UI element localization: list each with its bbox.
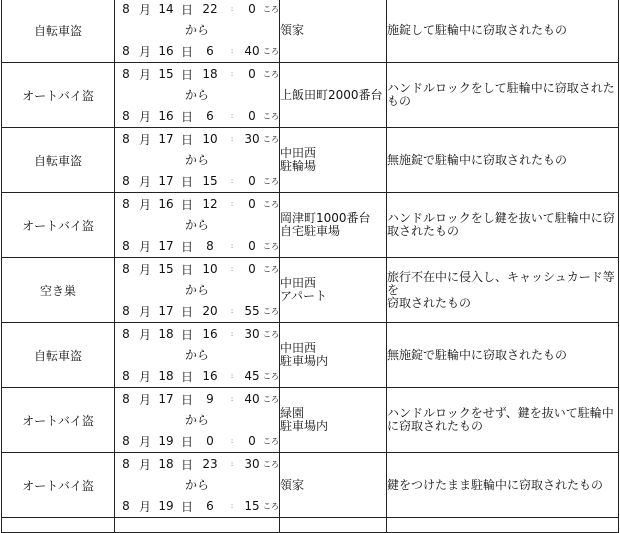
start-minute: 30 [244,132,260,146]
koro-label: ころ [263,46,279,56]
end-minute: 0 [248,434,256,448]
start-minute: 30 [244,457,260,471]
start-hour: 22 [202,2,218,16]
crime-type: オートバイ盗 [2,388,115,453]
end-day: 17 [158,304,174,318]
time-separator: : [230,242,234,250]
kara-label: から [184,217,209,232]
description: ハンドルロックをし鍵を抜いて駐輪中に窃取されたもの [387,193,619,258]
month-label: 月 [138,392,151,407]
koro-label: ころ [263,134,279,144]
day-label: 日 [180,239,193,254]
month-label: 月 [138,67,151,82]
month-label: 月 [138,2,151,17]
end-hour: 6 [206,499,214,513]
time-period [115,63,280,128]
table-row [2,323,619,388]
end-month: 8 [122,499,130,513]
day-label: 日 [180,174,193,189]
month-label: 月 [138,304,151,319]
table-row [2,388,619,453]
end-hour: 8 [206,239,214,253]
day-label: 日 [180,197,193,212]
crime-type: 空き巣 [2,258,115,323]
month-label: 月 [138,434,151,449]
start-month: 8 [122,392,130,406]
crime-type: 自転車盗 [2,0,115,63]
time-separator: : [230,112,234,120]
time-separator: : [230,437,234,445]
end-minute: 0 [248,239,256,253]
day-label: 日 [180,499,193,514]
end-time [115,41,279,62]
time-period [115,323,280,388]
start-time [115,259,279,280]
start-month: 8 [122,67,130,81]
end-hour: 6 [206,44,214,58]
end-day: 17 [158,239,174,253]
location: 領家 [280,0,387,63]
end-minute: 55 [244,304,260,318]
start-hour: 16 [202,327,218,341]
month-label: 月 [138,132,151,147]
time-separator: : [230,395,234,403]
koro-label: ころ [263,459,279,469]
end-day: 16 [158,44,174,58]
start-day: 15 [158,67,174,81]
kara-label: から [184,282,209,297]
table-row-partial [2,518,619,533]
day-label: 日 [180,327,193,342]
koro-label: ころ [263,306,279,316]
location: 領家 [280,453,387,518]
end-day: 18 [158,369,174,383]
time-separator: : [230,502,234,510]
kara-label: から [184,347,209,362]
crime-type: 自転車盗 [2,323,115,388]
crime-type: 自転車盗 [2,128,115,193]
koro-label: ころ [263,176,279,186]
start-minute: 30 [244,327,260,341]
koro-label: ころ [263,241,279,251]
crime-report-table [1,0,619,533]
end-day: 17 [158,174,174,188]
koro-label: ころ [263,69,279,79]
description: 鍵をつけたまま駐輪中に窃取されたもの [387,453,619,518]
month-label: 月 [138,109,151,124]
location: 中田西 駐車場内 [280,323,387,388]
end-minute: 40 [244,44,260,58]
start-time [115,194,279,215]
koro-label: ころ [263,371,279,381]
end-month: 8 [122,174,130,188]
end-month: 8 [122,239,130,253]
end-month: 8 [122,369,130,383]
start-time [115,129,279,150]
location: 岡津町1000番台 自宅駐車場 [280,193,387,258]
koro-label: ころ [263,4,279,14]
month-label: 月 [138,239,151,254]
time-separator: : [230,177,234,185]
month-label: 月 [138,174,151,189]
end-time [115,301,279,322]
kara-label: から [184,477,209,492]
start-minute: 0 [248,67,256,81]
end-month: 8 [122,434,130,448]
end-day: 16 [158,109,174,123]
description: 旅行不在中に侵入し、キャッシュカード等を 窃取されたもの [387,258,619,323]
time-separator: : [230,70,234,78]
kara-label: から [184,412,209,427]
description: ハンドルロックをして駐輪中に窃取されたもの [387,63,619,128]
end-day: 19 [158,434,174,448]
kara-label: から [184,22,209,37]
start-time [115,389,279,410]
start-day: 15 [158,262,174,276]
koro-label: ころ [263,501,279,511]
start-minute: 40 [244,392,260,406]
table-row [2,453,619,518]
start-hour: 12 [202,197,218,211]
table-row [2,0,619,63]
description: 無施錠で駐輪中に窃取されたもの [387,323,619,388]
end-hour: 6 [206,109,214,123]
koro-label: ころ [263,199,279,209]
crime-report-body [2,0,619,533]
end-month: 8 [122,109,130,123]
time-separator: : [230,135,234,143]
time-separator: : [230,265,234,273]
crime-type: オートバイ盗 [2,453,115,518]
time-separator: : [230,307,234,315]
start-hour: 23 [202,457,218,471]
month-label: 月 [138,262,151,277]
time-period [115,193,280,258]
description: ハンドルロックをせず、鍵を抜いて駐輪中に窃取されたもの [387,388,619,453]
location: 中田西 アパート [280,258,387,323]
end-minute: 45 [244,369,260,383]
month-label: 月 [138,197,151,212]
end-time [115,431,279,452]
koro-label: ころ [263,264,279,274]
koro-label: ころ [263,329,279,339]
end-month: 8 [122,304,130,318]
start-time [115,0,279,20]
start-day: 14 [158,2,174,16]
time-period [115,0,280,63]
end-time [115,171,279,192]
start-minute: 0 [248,262,256,276]
month-label: 月 [138,499,151,514]
end-time [115,496,279,517]
location: 緑園 駐車場内 [280,388,387,453]
month-label: 月 [138,457,151,472]
month-label: 月 [138,327,151,342]
end-hour: 0 [206,434,214,448]
day-label: 日 [180,392,193,407]
time-separator: : [230,460,234,468]
start-time [115,454,279,475]
day-label: 日 [180,262,193,277]
day-label: 日 [180,109,193,124]
start-minute: 0 [248,2,256,16]
time-separator: : [230,372,234,380]
end-minute: 0 [248,109,256,123]
table-row [2,128,619,193]
kara-label: から [184,87,209,102]
time-separator: : [230,47,234,55]
day-label: 日 [180,369,193,384]
day-label: 日 [180,67,193,82]
time-period [115,453,280,518]
time-separator: : [230,330,234,338]
end-time [115,106,279,127]
location: 上飯田町2000番台 [280,63,387,128]
start-month: 8 [122,327,130,341]
end-time [115,236,279,257]
start-minute: 0 [248,197,256,211]
start-time [115,324,279,345]
time-period [115,388,280,453]
start-hour: 9 [206,392,214,406]
end-month: 8 [122,44,130,58]
description: 無施錠で駐輪中に窃取されたもの [387,128,619,193]
start-day: 16 [158,197,174,211]
description: 施錠して駐輪中に窃取されたもの [387,0,619,63]
end-minute: 0 [248,174,256,188]
day-label: 日 [180,457,193,472]
time-separator: : [230,5,234,13]
start-month: 8 [122,132,130,146]
koro-label: ころ [263,111,279,121]
day-label: 日 [180,304,193,319]
start-hour: 10 [202,262,218,276]
time-separator: : [230,200,234,208]
end-day: 19 [158,499,174,513]
end-hour: 15 [202,174,218,188]
crime-type: オートバイ盗 [2,193,115,258]
month-label: 月 [138,44,151,59]
table-row [2,258,619,323]
day-label: 日 [180,132,193,147]
day-label: 日 [180,2,193,17]
table-row [2,193,619,258]
start-month: 8 [122,2,130,16]
start-month: 8 [122,197,130,211]
koro-label: ころ [263,394,279,404]
start-time [115,64,279,85]
location: 中田西 駐輪場 [280,128,387,193]
time-period [115,258,280,323]
kara-label: から [184,152,209,167]
end-hour: 16 [202,369,218,383]
start-day: 18 [158,327,174,341]
koro-label: ころ [263,436,279,446]
table-row [2,63,619,128]
start-day: 17 [158,132,174,146]
end-hour: 20 [202,304,218,318]
day-label: 日 [180,434,193,449]
start-day: 18 [158,457,174,471]
end-time [115,366,279,387]
start-month: 8 [122,262,130,276]
month-label: 月 [138,369,151,384]
end-minute: 15 [244,499,260,513]
start-day: 17 [158,392,174,406]
day-label: 日 [180,44,193,59]
time-period [115,128,280,193]
crime-type: オートバイ盗 [2,63,115,128]
start-month: 8 [122,457,130,471]
start-hour: 18 [202,67,218,81]
start-hour: 10 [202,132,218,146]
